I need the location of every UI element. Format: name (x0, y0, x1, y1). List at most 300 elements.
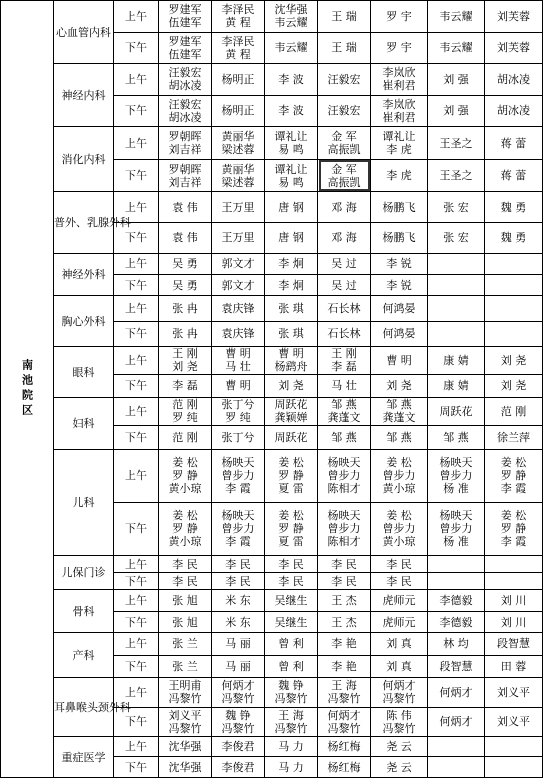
doctor-name: 邓 海 (331, 200, 357, 214)
doctor-name: 李岚欣 (382, 66, 416, 80)
doctor-cell[interactable] (159, 425, 212, 449)
doctor-cell[interactable] (159, 502, 212, 555)
doctor-cell[interactable] (428, 502, 485, 555)
doctor-cell[interactable] (485, 449, 543, 502)
doctor-name: 范 刚 (172, 398, 198, 412)
session-label: 下午 (114, 321, 159, 346)
doctor-cell[interactable] (212, 253, 265, 274)
doctor-cell[interactable] (428, 737, 485, 757)
doctor-cell[interactable] (371, 253, 428, 274)
doctor-cell[interactable] (159, 222, 212, 253)
doctor-cell[interactable] (212, 737, 265, 757)
doctor-name: 李德毅 (439, 615, 473, 629)
doctor-cell[interactable] (318, 347, 371, 374)
doctor-cell[interactable] (485, 1, 543, 33)
doctor-cell[interactable] (485, 611, 543, 632)
doctor-name: 高振凯 (327, 175, 361, 189)
session-label: 下午 (114, 222, 159, 253)
doctor-cell[interactable] (265, 611, 318, 632)
doctor-cell[interactable] (159, 127, 212, 160)
doctor-cell[interactable] (159, 159, 212, 192)
doctor-cell[interactable] (318, 321, 371, 346)
doctor-name: 黄 程 (225, 47, 251, 61)
doctor-cell[interactable] (318, 678, 371, 708)
doctor-cell[interactable] (428, 449, 485, 502)
doctor-cell[interactable] (485, 347, 543, 374)
doctor-name: 金 军 (331, 130, 357, 144)
doctor-name: 陈相才 (327, 535, 361, 549)
doctor-name: 姜 松 (278, 456, 304, 470)
doctor-cell[interactable] (485, 655, 543, 677)
doctor-cell[interactable] (428, 1, 485, 33)
doctor-name: 罗建军 (168, 34, 202, 48)
doctor-name: 曾 利 (278, 659, 304, 673)
doctor-name: 唐 钢 (278, 200, 304, 214)
doctor-cell[interactable] (428, 678, 485, 708)
doctor-cell[interactable] (485, 374, 543, 397)
doctor-name: 刘义平 (168, 708, 202, 722)
doctor-cell[interactable] (212, 611, 265, 632)
doctor-cell[interactable] (428, 347, 485, 374)
doctor-cell[interactable] (428, 611, 485, 632)
doctor-cell[interactable] (212, 95, 265, 127)
doctor-cell[interactable] (318, 655, 371, 677)
doctor-cell[interactable] (485, 192, 543, 223)
doctor-name: 黄丽华 (221, 130, 255, 144)
doctor-name: 李 炯 (278, 257, 304, 271)
doctor-cell[interactable] (485, 127, 543, 160)
doctor-cell[interactable] (318, 64, 371, 96)
doctor-cell[interactable] (318, 159, 371, 192)
department-name: 妇科 (54, 398, 114, 450)
doctor-name: 杨鹞舟 (274, 360, 308, 374)
doctor-name: 徐兰萍 (497, 430, 530, 444)
doctor-cell[interactable] (159, 398, 212, 425)
doctor-name: 沈华强 (274, 3, 308, 17)
doctor-cell[interactable] (428, 159, 485, 192)
doctor-cell[interactable] (159, 757, 212, 778)
doctor-cell[interactable] (212, 296, 265, 321)
doctor-cell[interactable] (212, 757, 265, 778)
doctor-cell[interactable] (485, 222, 543, 253)
doctor-cell[interactable] (265, 347, 318, 374)
doctor-name: 吴继生 (274, 594, 308, 608)
doctor-name: 冯黎竹 (168, 692, 202, 706)
doctor-name: 罗 静 (278, 469, 304, 483)
doctor-cell[interactable] (212, 555, 265, 572)
doctor-cell[interactable] (428, 707, 485, 737)
doctor-cell[interactable] (428, 64, 485, 96)
doctor-name: 李 民 (278, 574, 304, 588)
doctor-name: 李 虎 (386, 143, 412, 157)
doctor-cell[interactable] (212, 159, 265, 192)
doctor-name: 李泽民 (221, 3, 255, 17)
doctor-cell[interactable] (371, 274, 428, 295)
doctor-name: 张 旭 (172, 594, 198, 608)
doctor-cell[interactable] (265, 192, 318, 223)
doctor-name: 李 民 (172, 557, 198, 571)
doctor-name: 杨鹏飞 (382, 231, 416, 245)
doctor-cell[interactable] (371, 64, 428, 96)
session-label: 下午 (114, 274, 159, 295)
doctor-cell[interactable] (265, 633, 318, 655)
doctor-cell[interactable] (428, 296, 485, 321)
doctor-cell[interactable] (428, 253, 485, 274)
doctor-cell[interactable] (212, 573, 265, 590)
doctor-name: 龚蓬文 (382, 411, 416, 425)
doctor-cell[interactable] (212, 398, 265, 425)
doctor-cell[interactable] (371, 321, 428, 346)
doctor-name: 罗 静 (500, 522, 527, 536)
doctor-cell[interactable] (159, 32, 212, 64)
doctor-cell[interactable] (159, 253, 212, 274)
department-name: 耳鼻喉头颈外科 (54, 678, 114, 737)
department-name: 儿保门诊 (54, 555, 114, 590)
doctor-cell[interactable] (265, 64, 318, 96)
doctor-cell[interactable] (265, 253, 318, 274)
doctor-cell[interactable] (265, 127, 318, 160)
doctor-name: 尧 云 (386, 740, 412, 754)
doctor-cell[interactable] (265, 502, 318, 555)
doctor-name: 郭文才 (221, 257, 255, 271)
doctor-name: 李 霞 (225, 535, 251, 549)
session-label: 上午 (114, 737, 159, 757)
doctor-cell[interactable] (265, 737, 318, 757)
doctor-cell[interactable] (428, 655, 485, 677)
doctor-cell[interactable] (159, 449, 212, 502)
doctor-cell[interactable] (212, 707, 265, 737)
doctor-cell[interactable] (428, 32, 485, 64)
doctor-name: 吴继生 (274, 615, 308, 629)
schedule-row (1, 633, 543, 655)
doctor-cell[interactable] (159, 95, 212, 127)
doctor-cell[interactable] (371, 555, 428, 572)
doctor-cell[interactable] (212, 633, 265, 655)
doctor-name: 夏 雷 (278, 482, 304, 496)
doctor-cell[interactable] (159, 555, 212, 572)
doctor-cell[interactable] (212, 374, 265, 397)
doctor-name: 范 刚 (500, 404, 527, 418)
doctor-name: 杨明正 (221, 104, 255, 118)
doctor-cell[interactable] (159, 573, 212, 590)
department-name: 普外、乳腺外科 (54, 192, 114, 253)
doctor-name: 王圣之 (439, 136, 473, 150)
doctor-cell[interactable] (371, 127, 428, 160)
doctor-cell[interactable] (212, 502, 265, 555)
doctor-cell[interactable] (428, 192, 485, 223)
doctor-name: 吴 勇 (172, 257, 198, 271)
doctor-cell[interactable] (318, 502, 371, 555)
doctor-cell[interactable] (318, 127, 371, 160)
doctor-name: 罗朝晖 (168, 162, 202, 176)
doctor-cell[interactable] (212, 32, 265, 64)
doctor-cell[interactable] (428, 95, 485, 127)
doctor-cell[interactable] (428, 573, 485, 590)
doctor-cell[interactable] (428, 374, 485, 397)
doctor-name: 杨 准 (443, 482, 469, 496)
doctor-cell[interactable] (318, 449, 371, 502)
doctor-name: 张 宏 (443, 231, 469, 245)
doctor-cell[interactable] (318, 253, 371, 274)
session-label: 上午 (114, 253, 159, 274)
doctor-cell[interactable] (371, 737, 428, 757)
doctor-cell[interactable] (159, 321, 212, 346)
doctor-cell[interactable] (318, 573, 371, 590)
doctor-cell[interactable] (485, 32, 543, 64)
doctor-cell[interactable] (212, 321, 265, 346)
doctor-cell[interactable] (159, 707, 212, 737)
doctor-cell[interactable] (265, 222, 318, 253)
doctor-name: 汪毅宏 (168, 97, 202, 111)
doctor-cell[interactable] (318, 296, 371, 321)
doctor-cell[interactable] (485, 425, 543, 449)
session-label: 上午 (114, 347, 159, 374)
doctor-name: 李 民 (172, 574, 198, 588)
doctor-name: 李 艳 (331, 637, 357, 651)
doctor-name: 李俊君 (221, 760, 255, 774)
doctor-cell[interactable] (318, 757, 371, 778)
doctor-cell[interactable] (159, 374, 212, 397)
doctor-cell[interactable] (485, 296, 543, 321)
doctor-cell[interactable] (159, 1, 212, 33)
doctor-name: 李 民 (386, 557, 412, 571)
doctor-cell[interactable] (318, 32, 371, 64)
doctor-cell[interactable] (428, 757, 485, 778)
doctor-name: 何炳才 (439, 715, 473, 729)
doctor-cell[interactable] (159, 296, 212, 321)
doctor-cell[interactable] (212, 192, 265, 223)
doctor-name: 吴 过 (331, 257, 357, 271)
doctor-cell[interactable] (265, 573, 318, 590)
doctor-cell[interactable] (485, 737, 543, 757)
doctor-cell[interactable] (159, 590, 212, 611)
doctor-cell[interactable] (212, 222, 265, 253)
doctor-cell[interactable] (265, 296, 318, 321)
department-name: 消化内科 (54, 127, 114, 192)
doctor-cell[interactable] (212, 678, 265, 708)
doctor-name: 黄小琼 (382, 535, 416, 549)
doctor-cell[interactable] (159, 678, 212, 708)
session-label: 上午 (114, 398, 159, 425)
doctor-cell[interactable] (428, 127, 485, 160)
doctor-cell[interactable] (212, 655, 265, 677)
doctor-cell[interactable] (371, 633, 428, 655)
doctor-name: 李泽民 (221, 34, 255, 48)
doctor-cell[interactable] (318, 95, 371, 127)
doctor-cell[interactable] (159, 274, 212, 295)
doctor-cell[interactable] (371, 757, 428, 778)
doctor-cell[interactable] (428, 222, 485, 253)
doctor-cell[interactable] (428, 321, 485, 346)
doctor-cell[interactable] (212, 274, 265, 295)
doctor-name: 冯黎竹 (327, 721, 361, 735)
doctor-cell[interactable] (485, 555, 543, 572)
doctor-cell[interactable] (318, 611, 371, 632)
doctor-cell[interactable] (212, 590, 265, 611)
doctor-cell[interactable] (371, 374, 428, 397)
doctor-name: 姜 松 (278, 509, 304, 523)
doctor-cell[interactable] (318, 590, 371, 611)
department-name: 眼科 (54, 347, 114, 398)
doctor-cell[interactable] (212, 347, 265, 374)
doctor-cell[interactable] (159, 737, 212, 757)
doctor-name: 邹 燕 (386, 430, 412, 444)
campus-title-text: 南池院区 (20, 359, 34, 419)
session-label: 下午 (114, 611, 159, 632)
doctor-name: 黄丽华 (221, 162, 255, 176)
doctor-cell[interactable] (318, 425, 371, 449)
doctor-cell[interactable] (428, 425, 485, 449)
doctor-name: 米 东 (225, 594, 251, 608)
doctor-cell[interactable] (265, 398, 318, 425)
doctor-cell[interactable] (485, 95, 543, 127)
doctor-name: 姜 松 (172, 456, 198, 470)
doctor-cell[interactable] (318, 398, 371, 425)
doctor-cell[interactable] (265, 32, 318, 64)
doctor-cell[interactable] (371, 296, 428, 321)
doctor-cell[interactable] (318, 1, 371, 33)
doctor-name: 曹 明 (386, 353, 412, 367)
doctor-cell[interactable] (318, 707, 371, 737)
doctor-name: 曾 利 (278, 637, 304, 651)
doctor-cell[interactable] (265, 321, 318, 346)
session-label: 上午 (114, 1, 159, 33)
doctor-cell[interactable] (371, 222, 428, 253)
doctor-name: 刘 强 (443, 104, 469, 118)
doctor-cell[interactable] (485, 159, 543, 192)
doctor-cell[interactable] (371, 449, 428, 502)
doctor-cell[interactable] (318, 274, 371, 295)
doctor-cell[interactable] (318, 192, 371, 223)
doctor-cell[interactable] (159, 611, 212, 632)
doctor-cell[interactable] (428, 398, 485, 425)
doctor-cell[interactable] (265, 590, 318, 611)
doctor-cell[interactable] (159, 64, 212, 96)
doctor-cell[interactable] (212, 425, 265, 449)
doctor-cell[interactable] (265, 159, 318, 192)
doctor-cell[interactable] (318, 222, 371, 253)
doctor-cell[interactable] (371, 707, 428, 737)
doctor-name: 李 霞 (500, 535, 527, 549)
department-name: 胸心外科 (54, 296, 114, 347)
doctor-cell[interactable] (159, 655, 212, 677)
doctor-name: 黄小琼 (382, 482, 416, 496)
doctor-cell[interactable] (318, 374, 371, 397)
doctor-cell[interactable] (371, 159, 428, 192)
doctor-cell[interactable] (159, 347, 212, 374)
session-label: 上午 (114, 678, 159, 708)
session-label: 上午 (114, 633, 159, 655)
doctor-name: 王 海 (331, 679, 357, 693)
doctor-name: 金 军 (331, 162, 357, 176)
doctor-cell[interactable] (371, 95, 428, 127)
doctor-name: 刘义平 (497, 685, 530, 699)
doctor-cell[interactable] (212, 64, 265, 96)
doctor-cell[interactable] (371, 655, 428, 677)
doctor-cell[interactable] (212, 127, 265, 160)
doctor-name: 李 波 (278, 104, 304, 118)
doctor-cell[interactable] (428, 274, 485, 295)
doctor-name: 冯黎竹 (221, 721, 255, 735)
doctor-cell[interactable] (265, 1, 318, 33)
doctor-cell[interactable] (265, 449, 318, 502)
doctor-cell[interactable] (485, 757, 543, 778)
doctor-name: 陈相才 (327, 482, 361, 496)
doctor-cell[interactable] (212, 449, 265, 502)
doctor-cell[interactable] (318, 737, 371, 757)
doctor-name: 易 鸣 (278, 175, 304, 189)
doctor-cell[interactable] (265, 95, 318, 127)
doctor-cell[interactable] (265, 274, 318, 295)
doctor-cell[interactable] (318, 633, 371, 655)
doctor-cell[interactable] (371, 678, 428, 708)
doctor-cell[interactable] (485, 590, 543, 611)
doctor-cell[interactable] (371, 32, 428, 64)
doctor-cell[interactable] (265, 678, 318, 708)
doctor-cell[interactable] (371, 611, 428, 632)
doctor-cell[interactable] (428, 555, 485, 572)
doctor-cell[interactable] (428, 590, 485, 611)
doctor-cell[interactable] (485, 502, 543, 555)
doctor-cell[interactable] (265, 757, 318, 778)
doctor-name: 胡冰凌 (497, 104, 530, 118)
doctor-cell[interactable] (371, 398, 428, 425)
doctor-cell[interactable] (371, 1, 428, 33)
doctor-cell[interactable] (212, 1, 265, 33)
doctor-name: 刘 强 (443, 72, 469, 86)
doctor-cell[interactable] (265, 555, 318, 572)
doctor-cell[interactable] (485, 573, 543, 590)
doctor-name: 崔利君 (382, 110, 416, 124)
doctor-cell[interactable] (265, 655, 318, 677)
doctor-name: 杨明正 (221, 72, 255, 86)
doctor-cell[interactable] (485, 274, 543, 295)
doctor-name: 罗 静 (172, 522, 198, 536)
doctor-cell[interactable] (371, 192, 428, 223)
doctor-name: 魏 勇 (500, 231, 527, 245)
doctor-cell[interactable] (371, 573, 428, 590)
doctor-name: 李德毅 (439, 594, 473, 608)
doctor-name: 何鸿晏 (382, 327, 416, 341)
doctor-name: 刘 尧 (500, 353, 527, 367)
doctor-cell[interactable] (485, 398, 543, 425)
doctor-name: 张 琪 (278, 327, 304, 341)
doctor-name: 王 海 (278, 708, 304, 722)
doctor-cell[interactable] (485, 321, 543, 346)
doctor-cell[interactable] (485, 707, 543, 737)
doctor-cell[interactable] (371, 347, 428, 374)
doctor-name: 米 东 (225, 615, 251, 629)
doctor-name: 曾步力 (439, 522, 473, 536)
doctor-cell[interactable] (485, 64, 543, 96)
doctor-cell[interactable] (159, 192, 212, 223)
doctor-cell[interactable] (485, 253, 543, 274)
doctor-cell[interactable] (318, 555, 371, 572)
doctor-name: 刘吉祥 (168, 143, 202, 157)
doctor-cell[interactable] (159, 633, 212, 655)
doctor-name: 李 民 (225, 557, 251, 571)
doctor-cell[interactable] (265, 425, 318, 449)
doctor-cell[interactable] (265, 707, 318, 737)
doctor-cell[interactable] (371, 590, 428, 611)
doctor-cell[interactable] (265, 374, 318, 397)
doctor-cell[interactable] (485, 633, 543, 655)
doctor-cell[interactable] (485, 678, 543, 708)
schedule-row (1, 590, 543, 611)
doctor-cell[interactable] (371, 502, 428, 555)
doctor-cell[interactable] (371, 425, 428, 449)
doctor-cell[interactable] (428, 633, 485, 655)
